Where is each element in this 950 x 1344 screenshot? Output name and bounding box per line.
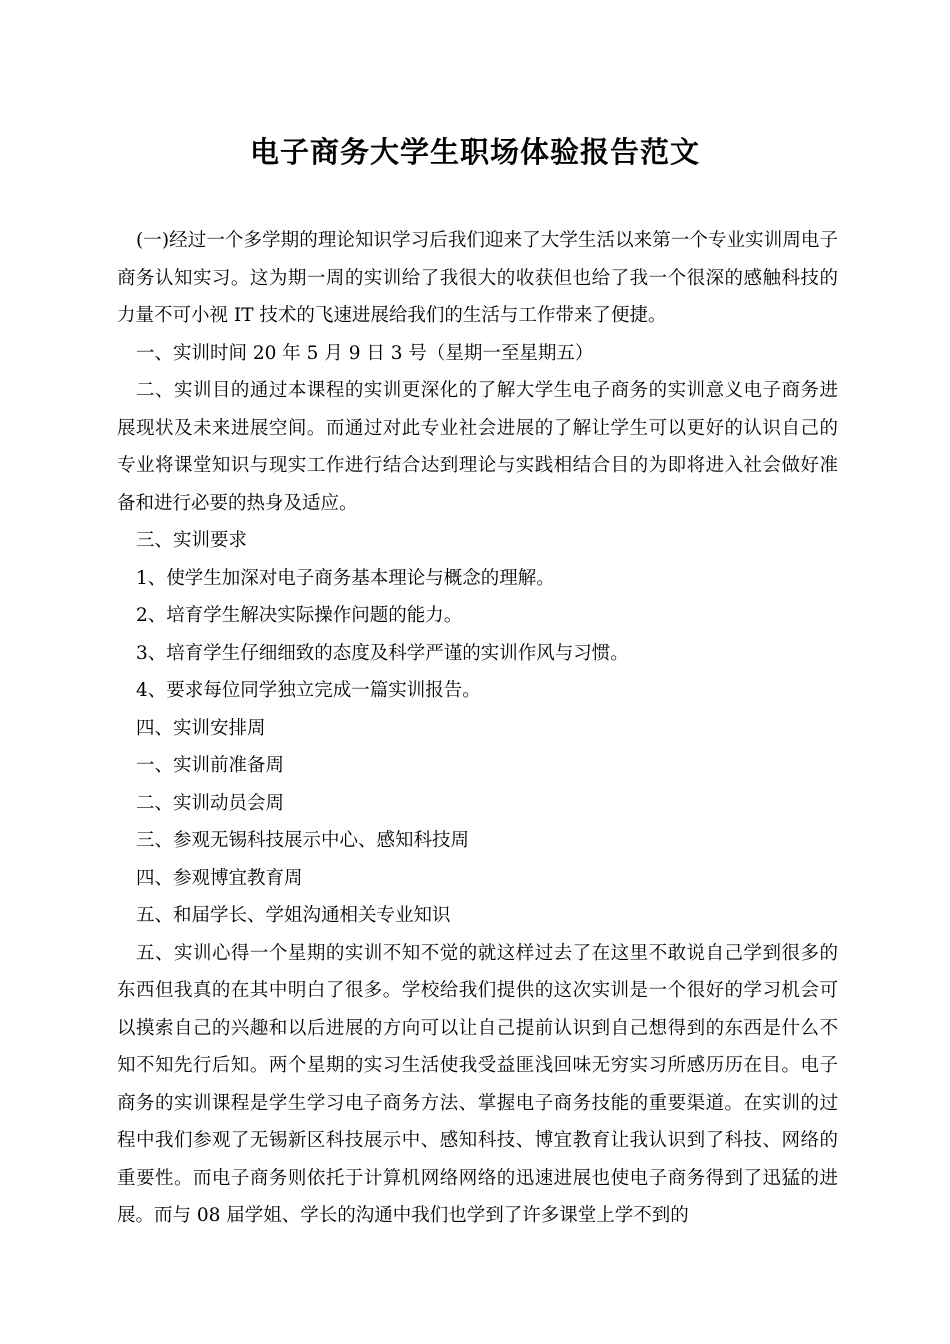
paragraph-training-time: 一、实训时间 20 年 5 月 9 日 3 号（星期一至星期五） [136, 342, 594, 364]
paragraph-intro: (一)经过一个多学期的理论知识学习后我们迎来了大学生活以来第一个专业实训周电子商务认知实习。这为期一周的实训给了我很大的收获但也给了我一个很深的感触科技的力量不可小视 IT 技术的飞速进展给我们的生活与工作带来了便捷。 [117, 230, 838, 326]
paragraph-schedule-2: 二、实训动员会周 [136, 792, 285, 814]
paragraph-requirement-4: 4、要求每位同学独立完成一篇实训报告。 [136, 680, 481, 701]
paragraph-schedule-5: 五、和届学长、学姐沟通相关专业知识 [136, 905, 451, 926]
paragraph-reflection: 五、实训心得一个星期的实训不知不觉的就这样过去了在这里不敢说自己学到很多的东西但我真的在其中明白了很多。学校给我们提供的这次实训是一个很好的学习机会可以摸索自己的兴趣和以后进展的方向可以让自己提前认识到自己想得到的东西是什么不知不知先行后知。两个星期的实习生活使我受益匪浅回味无穷实习所感历历在目。电子商务的实训课程是学生学习电子商务方法、掌握电子商务技能的重要渠道。在实训的过程中我们参观了无锡新区科技展示中、感知科技、博宜教育让我认识到了科技、网络的重要性。而电子商务则依托于计算机网络网络的迅速进展也使电子商务得到了迅猛的进展。而与 08 届学姐、学长的沟通中我们也学到了许多课堂上学不到的 [117, 942, 838, 1226]
paragraph-schedule-1: 一、实训前准备周 [136, 755, 285, 776]
document-body [117, 222, 838, 1235]
document-title: 电子商务大学生职场体验报告范文 [249, 135, 700, 169]
paragraph-requirement-2: 2、培育学生解决实际操作问题的能力。 [136, 605, 463, 626]
paragraph-training-purpose: 二、实训目的通过本课程的实训更深化的了解大学生电子商务的实训意义电子商务进展现状及未来进展空间。而通过对此专业社会进展的了解让学生可以更好的认识自己的专业将课堂知识与现实工作进行结合达到理论与实践相结合目的为即将进入社会做好准备和进行必要的热身及适应。 [117, 380, 838, 514]
paragraph-schedule-4: 四、参观博宜教育周 [136, 867, 303, 889]
paragraph-requirement-1: 1、使学生加深对电子商务基本理论与概念的理解。 [136, 567, 555, 589]
paragraph-schedule-heading: 四、实训安排周 [136, 717, 266, 739]
paragraph-requirements-heading: 三、实训要求 [136, 530, 248, 551]
paragraph-schedule-3: 三、参观无锡科技展示中心、感知科技周 [136, 830, 470, 851]
paragraph-requirement-3: 3、培育学生仔细细致的态度及科学严谨的实训作风与习惯。 [136, 642, 629, 664]
